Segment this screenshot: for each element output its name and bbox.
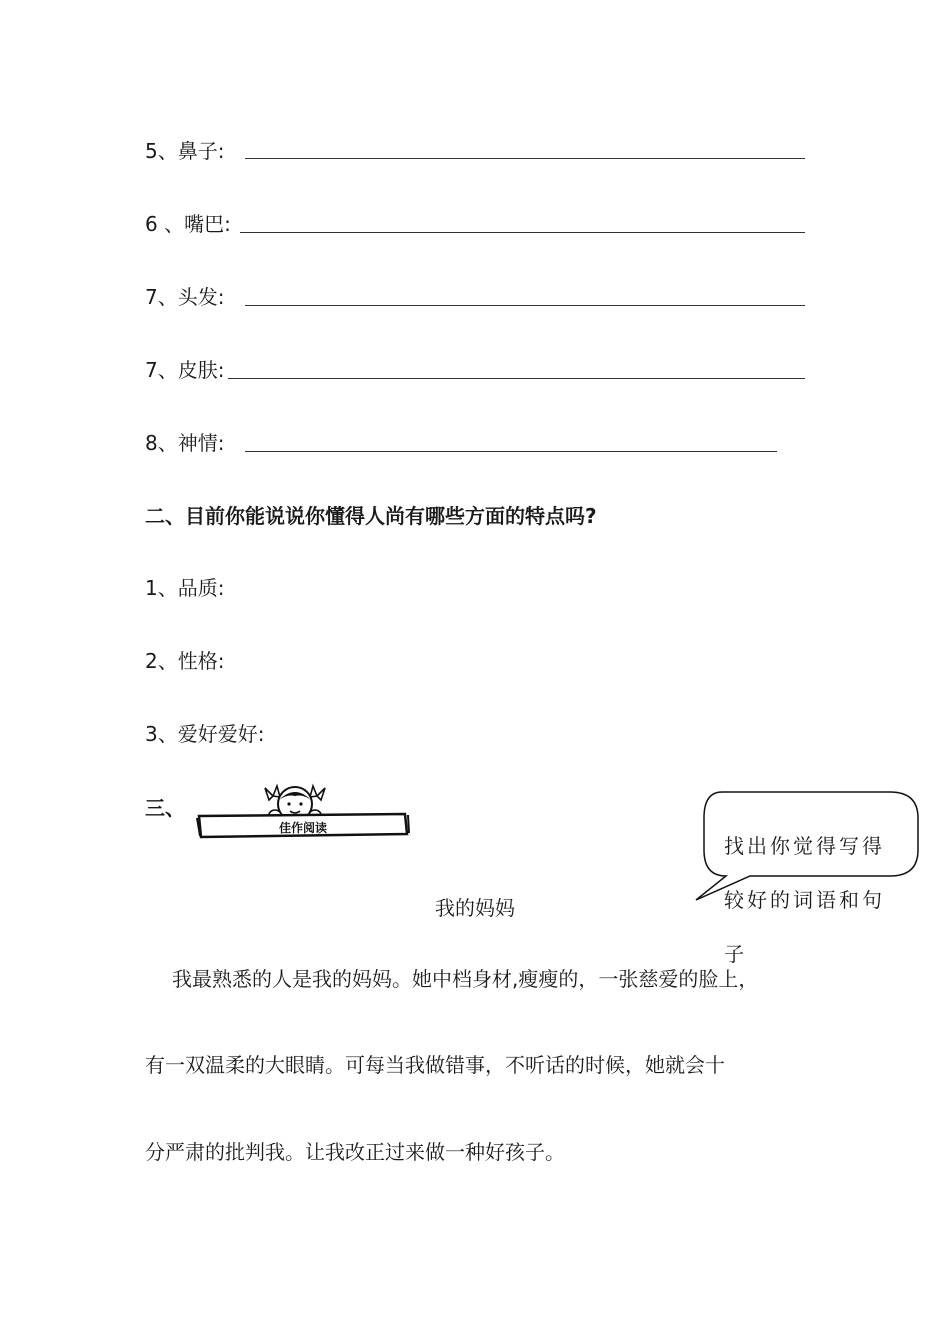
fill-item-expression: 8、神情:: [145, 431, 225, 455]
answer-line-skin[interactable]: [228, 378, 805, 379]
bubble-line-1: 找出你觉得写得: [724, 834, 885, 858]
answer-line-nose[interactable]: [245, 158, 805, 159]
girl-banner-icon: [195, 782, 410, 842]
section-3-prefix: 三、: [145, 796, 185, 820]
fill-item-skin: 7、皮肤:: [145, 358, 225, 382]
section-2-item-hobby: 3、爱好爱好:: [145, 722, 265, 746]
paragraph-line-3: 分严肃的批判我。让我改正过来做一种好孩子。: [145, 1140, 565, 1164]
fill-item-mouth: 6 、嘴巴:: [145, 212, 231, 236]
banner-label: 佳作阅读: [278, 821, 328, 835]
paragraph-line-2: 有一双温柔的大眼睛。可每当我做错事，不听话的时候，她就会十: [145, 1053, 725, 1077]
paragraph-line-1: 我最熟悉的人是我的妈妈。她中档身材,瘦瘦的，一张慈爱的脸上，: [172, 967, 759, 991]
section-2-item-personality: 2、性格:: [145, 649, 225, 673]
fill-item-nose: 5、鼻子:: [145, 139, 225, 163]
fill-item-hair: 7、头发:: [145, 285, 225, 309]
article-title: 我的妈妈: [435, 896, 515, 920]
section-2-item-quality: 1、品质:: [145, 576, 225, 600]
reading-banner: [195, 782, 410, 842]
section-2-title: 二、目前你能说说你懂得人尚有哪些方面的特点吗?: [145, 504, 597, 528]
answer-line-hair[interactable]: [245, 305, 805, 306]
bubble-line-3: 子: [724, 942, 747, 966]
bubble-line-2: 较好的词语和句: [724, 888, 885, 912]
answer-line-mouth[interactable]: [240, 232, 805, 233]
answer-line-expression[interactable]: [245, 451, 777, 452]
